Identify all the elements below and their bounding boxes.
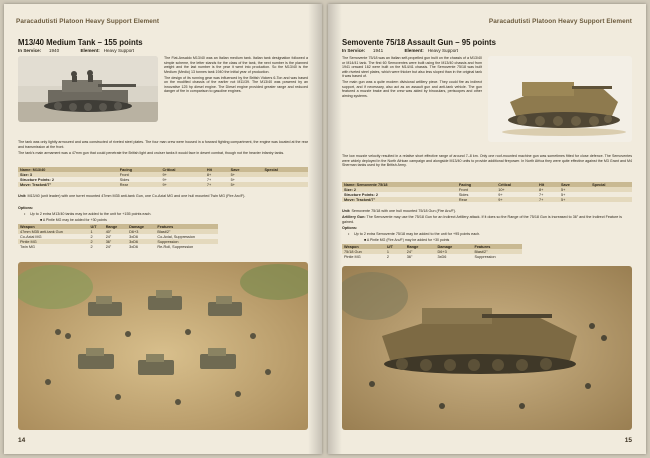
tank-photo (18, 56, 158, 122)
weapons-row (342, 254, 522, 259)
weapons-cell: 40" (104, 229, 127, 234)
stat-header: Hit (537, 182, 559, 187)
in-service-label: In Service: (18, 48, 42, 53)
weapons-cell: 24" (405, 249, 436, 254)
stat-table (342, 182, 632, 202)
stat-cell: Front (457, 187, 496, 192)
stat-header: Name: Semovente 75/18 (342, 182, 457, 187)
stat-header: Special (262, 167, 308, 172)
unit-text: Semovente 75/18 with one hull mounted 75/18 Gun (Fire Arc/F). (351, 209, 456, 213)
stat-cell: 7+ (206, 177, 212, 182)
paragraph: The design of its running gear was influenced by the British Vickers 6-Ton and was based on the modified chassis of the earlier not M11/39. The M13/40 was powered by an innovative 125 hp diesel engine. The Diesel engine provided greater range and reduced danger of fire in comparison to gasoline engines. (164, 75, 308, 93)
stat-cell: 8+ (537, 187, 559, 192)
stat-cell: 9+ (496, 197, 537, 202)
stat-cell: 7+ (205, 182, 229, 187)
weapons-cell: 3xD6 (127, 239, 155, 244)
weapons-cell: 36" (406, 254, 413, 259)
stat-header: Name: M13/40 (18, 167, 118, 172)
options-heading: Options: (18, 206, 34, 210)
weapons-table (18, 224, 218, 249)
options-heading: Options: (342, 226, 358, 230)
paragraph: The Fiat-Ansaldo M13/40 was an Italian medium tank. Italian tank designation followed a simple scheme, the letter stands for the class of the tank, the next number is the planned weight and the last number is the year it went into production. So the M13/40 is the Medium (Medio) 13 tonnes tank 1940 the initial year of production. (164, 56, 308, 74)
weapons-cell: 3xD6 (437, 254, 447, 259)
paragraph: The low muzzle velocity resulted in a relative short effective range of around 7–8 km. Only one roof-mounted machine gun was sometimes fitted for close defence. The Semoventes were widely deployed in the North African campaign and alongside M13/40 units to provide additional firepower. In North Africa they were quite effective against the M3 Grant and M4 Sherman tanks used by the British Army. (342, 154, 632, 167)
stat-cell: 5+ (229, 182, 263, 187)
paragraph: The tank's main armament was a 47mm gun that could penetrate the British light and cruiser tanks it would face in desert combat, though not the heavier infantry tanks. (18, 150, 285, 155)
artillery-note (342, 215, 632, 224)
intro-text (164, 56, 308, 95)
in-service-value: 1941 (372, 48, 384, 53)
weapons-cell: 3xD6 (129, 234, 139, 239)
weapons-cell: Co-Axial, Suppression (157, 234, 195, 239)
miniatures-photo (342, 266, 632, 430)
page-number: 14 (18, 437, 26, 444)
stat-cell: 8+ (205, 172, 229, 177)
artillery-text: The Semovente may use the 75/18 Gun for an Indirect Artillery attack. If it does so the Range of the 75/18 Gun is increased to 36" and the Indirect Feature is gained. (342, 215, 623, 224)
unit-title: Semovente 75/18 Assault Gun – 95 points (342, 38, 496, 47)
paragraph: The main gun was a quite modern divisional artillery piece. They could fire as indirect support, and if necessary, also act as an assault gun and anti-tank vehicle. The gun featured a muzzle brake and the crew was aided by binoculars, periscopes and other aiming systems. (342, 80, 482, 98)
unit-meta (18, 48, 154, 53)
stat-cell: Sides (458, 192, 469, 197)
stat-cell: Size: 3 (18, 172, 118, 177)
weapons-cell: 3xD6 (129, 244, 139, 249)
stat-cell: 10+ (496, 187, 537, 192)
stat-cell: Move: Tracked/7" (18, 182, 118, 187)
weapons-cell: Pintle MG (18, 239, 88, 244)
in-service-label: In Service: (342, 48, 366, 53)
element-value: Heavy Support (103, 48, 135, 53)
weapons-cell: Suppression (155, 239, 218, 244)
stat-cell: 9+ (161, 182, 205, 187)
weapons-table (342, 244, 522, 259)
body-text (342, 154, 632, 169)
option-item: • Up to 2 extra Semovente 75/18 may be added to the unit for +95 points each. (348, 232, 628, 237)
option-item: • Up to 2 extra M13/40 tanks may be added to the unit for +155 points each. (24, 212, 304, 217)
stat-header: Special (590, 182, 632, 187)
intro-text (342, 56, 482, 100)
weapons-cell: Pintle MG (344, 254, 361, 259)
paragraph: The Semovente 75/18 was an Italian self-propelled gun built on the chassis of a M13/40 or M14/41 tank. The first 60 Semoventes were built using the M13/40 chassis and from 1941 onward 162 were built on the M14/41 chassis. The Semovente 75/18 was built with riveted steel plates, which were thicker but also less sloped than in the original tank it was based of. (342, 56, 482, 78)
stat-cell: 5+ (229, 172, 263, 177)
weapons-cell: 2 (90, 234, 93, 239)
stat-header: Facing (118, 167, 161, 172)
weapons-cell: Suppression (474, 254, 496, 259)
weapons-cell: 2 (88, 239, 103, 244)
stat-header: Hit (205, 167, 229, 172)
stat-cell: 9+ (498, 192, 503, 197)
weapons-cell: 24" (105, 234, 112, 239)
weapons-cell: 2 (90, 244, 93, 249)
option-subitem: ■ A Pintle MG (Fire Arc/F) may be added for +30 points (364, 238, 450, 242)
weapons-header: Weapon (18, 224, 88, 229)
stat-cell (262, 182, 308, 187)
stat-cell: 5+ (560, 192, 566, 197)
element-label: Element: (404, 48, 424, 53)
stat-cell: Rear (118, 182, 161, 187)
stat-cell: 5+ (559, 187, 590, 192)
stat-cell: 9+ (161, 172, 205, 177)
stat-row (342, 197, 632, 202)
page-number: 15 (624, 437, 632, 444)
paragraph: The tank was only lightly armoured and was constructed of riveted steel plates. The four man crew were housed in a forward fighting compartment, the engine was located at the rear and transmission at the front. (18, 140, 308, 149)
semovente-photo (488, 56, 632, 142)
weapons-header: Features (473, 244, 523, 249)
stat-cell: Rear (457, 197, 496, 202)
stat-cell: 5+ (230, 177, 235, 182)
weapons-cell: D6+3 (127, 229, 155, 234)
stat-cell (590, 197, 632, 202)
weapons-cell: Blast/2" (473, 249, 523, 254)
weapons-header: U/T (88, 224, 103, 229)
element-value: Heavy Support (427, 48, 459, 53)
body-text (18, 140, 308, 157)
unit-label: Unit: (342, 209, 351, 213)
stat-cell: Structure Points: 2 (344, 192, 378, 197)
weapons-cell: Re-Roll, Suppression (157, 244, 194, 249)
weapons-cell: 24" (105, 244, 112, 249)
stat-cell: 5+ (559, 197, 590, 202)
stat-row (18, 182, 308, 187)
stat-header: Facing (457, 182, 496, 187)
weapons-header: U/T (385, 244, 405, 249)
weapons-header: Damage (436, 244, 473, 249)
stat-header: Save (229, 167, 263, 172)
stat-cell: Structure Points: 2 (20, 177, 54, 182)
unit-label: Unit: (18, 194, 27, 198)
stat-cell: 7+ (539, 192, 544, 197)
stat-cell: 7+ (537, 197, 559, 202)
weapons-cell: D6+3 (436, 249, 473, 254)
weapons-header: Range (104, 224, 127, 229)
unit-note (18, 194, 308, 199)
unit-title: M13/40 Medium Tank – 155 points (18, 38, 143, 47)
in-service-value: 1940 (48, 48, 60, 53)
running-header: Paracadutisti Platoon Heavy Support Element (488, 18, 632, 25)
unit-text: M13/40 (unit leader) with one turret mounted 47mm M35 anti-tank Gun, one Co-Axial MG and one hull mounted Twin MG (Fire Arc/F). (27, 194, 246, 198)
weapons-header: Damage (127, 224, 155, 229)
stat-cell: 9+ (162, 177, 167, 182)
running-header: Paracadutisti Platoon Heavy Support Element (16, 18, 160, 25)
miniatures-photo (18, 262, 308, 430)
stat-header: Critical (496, 182, 537, 187)
unit-meta (342, 48, 478, 53)
weapons-cell: Co-Axial MG (20, 234, 42, 239)
stat-header: Save (559, 182, 590, 187)
weapons-row (18, 244, 218, 249)
weapons-header: Weapon (342, 244, 385, 249)
stat-header: Critical (161, 167, 205, 172)
stat-table (18, 167, 308, 187)
weapons-cell: 2 (386, 254, 389, 259)
unit-note (342, 209, 632, 214)
left-page (4, 4, 322, 454)
weapons-cell: 47mm M35 anti-tank Gun (18, 229, 88, 234)
weapons-cell: Blast/2" (155, 229, 218, 234)
option-subitem: ■ A Pintle MG may be added for +30 points (40, 218, 107, 222)
weapons-cell: 1 (385, 249, 405, 254)
weapons-header: Features (155, 224, 218, 229)
weapons-cell: Twin MG (20, 244, 35, 249)
stat-cell: Front (118, 172, 161, 177)
stat-cell: Move: Tracked/7" (342, 197, 457, 202)
weapons-header: Range (405, 244, 436, 249)
stat-cell: Sides (119, 177, 130, 182)
stat-cell: Size: 2 (342, 187, 457, 192)
weapons-cell: 36" (104, 239, 127, 244)
weapons-cell: 75/18 Gun (342, 249, 385, 254)
weapons-cell: 1 (88, 229, 103, 234)
artillery-label: Artillery Gun: (342, 215, 366, 219)
element-label: Element: (80, 48, 100, 53)
right-page (328, 4, 646, 454)
